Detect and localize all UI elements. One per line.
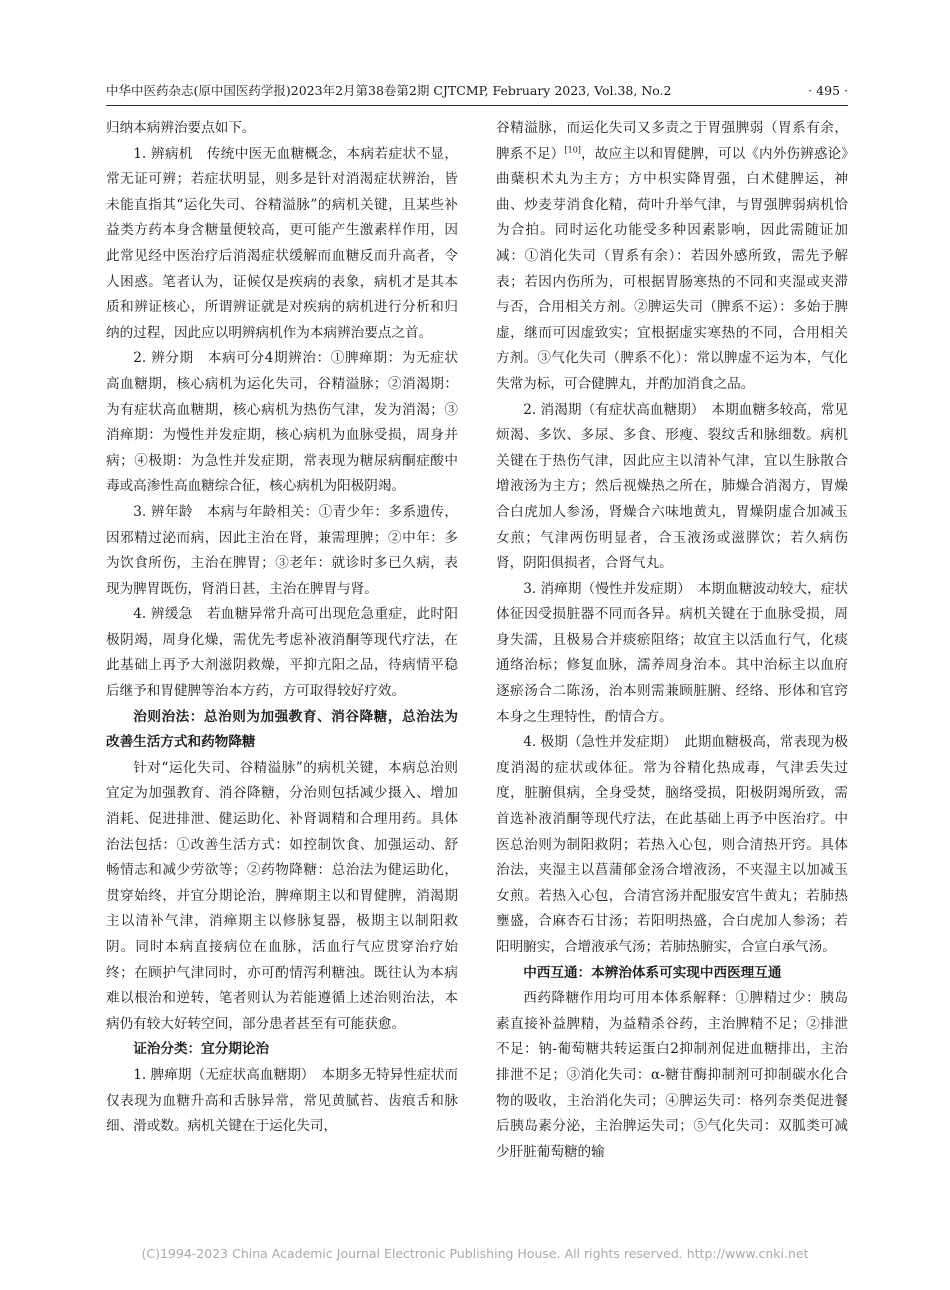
section-heading: 治则治法：总治则为加强教育、消谷降糖，总治法为改善生活方式和药物降糖 [106, 708, 458, 751]
copyright-footer: (C)1994-2023 China Academic Journal Electronic Publishing House. All rights reserved. http://www.cnki.net [141, 1246, 809, 1261]
paragraph: 4. 极期（急性并发症期） 此期血糖极高，常表现为极度消渴的症状或体征。常为谷精化热成毒，气津丢失过度，脏腑俱病，全身受焚，脑络受损，阳极阴竭所致，需首选补液消酮等现代疗法，在此基础上再予中医治疗。中医总治则为制阳救阴；若热入心包，则合清热开窍。具体治法，夹湿主以菖蒲郁金汤合增液汤，不夹湿主以加减玉女煎。若热入心包，合清宫汤并配服安宫牛黄丸；若肺热壅盛，合麻杏石甘汤；若阳明热盛，合白虎加人参汤；若阳明腑实，合增液承气汤；若肺热腑实，合宣白承气汤。 [496, 734, 848, 955]
paragraph-text: ，故应主以和胃健脾，可以《内外伤辨惑论》曲蘖枳术丸为主方；方中枳实降胃强，白术健脾运，神曲、炒麦芽消食化精，荷叶升举气津，与胃强脾弱病机恰为合拍。同时运化功能受多种因素影响，因此需随证加减：①消化失司（胃系有余）：若因外感所致，需先予解表；若因内伤所为，可根据胃肠寒热的不同和夹湿或夹滞与否，合用相关方剂。②脾运失司（脾系不运）：多始于脾虚，继而可因虚致实；宜根据虚实寒热的不同，合用相关方剂。③气化失司（脾系不化）：常以脾虚不运为本，气化失常为标，可合健脾丸，并酌加消食之品。 [496, 145, 849, 392]
paragraph: 归纳本病辨治要点如下。 [106, 120, 256, 136]
paragraph: 1. 辨病机 传统中医无血糖概念，本病若症状不显，常无证可辨；若症状明显，则多是针对消渴症状辨治，皆未能直指其“运化失司、谷精溢脉”的病机关键，且某些补益类方药本身含糖量便较高，更可能产生激素样作用，因此常见经中医治疗后消渴症状缓解而血糖反而升高者，令人困惑。笔者认为，证候仅是疾病的表象，病机才是其本质和辨证核心，所谓辨证就是对疾病的病机进行分析和归纳的过程，因此应以明辨病机作为本病辨治要点之首。 [106, 145, 458, 341]
paragraph [496, 116, 848, 398]
paragraph: 2. 辨分期 本病可分4期辨治：①脾瘅期：为无症状高血糖期，核心病机为运化失司，谷精溢脉；②消渴期：为有症状高血糖期，核心病机为热伤气津，发为消渴；③消瘅期：为慢性并发症期，核心病机为血脉受损，周身并病；④极期：为急性并发症期，常表现为糖尿病酮症酸中毒或高渗性高血糖综合征，核心病机为阳极阴竭。 [106, 350, 458, 495]
running-header [106, 80, 848, 102]
section-heading: 证治分类：宜分期论治 [133, 1041, 270, 1058]
header-rule [106, 105, 848, 106]
paragraph: 针对“运化失司、谷精溢脉”的病机关键，本病总治则宜定为加强教育、消谷降糖，分治则包括减少摄入、增加消耗、促进排泄、健运助化、补肾调精和合理用药。具体治法包括：①改善生活方式：如控制饮食、加强运动、舒畅情志和减少劳欲等；②药物降糖：总治法为健运助化，贯穿始终，并宜分期论治，脾瘅期主以和胃健脾，消渴期主以清补气津，消瘅期主以修脉复器，极期主以制阳救阴。同时本病直接病位在血脉，活血行气应贯穿治疗始终；在顾护气津同时，亦可酌情泻利糖浊。既往认为本病难以根治和逆转，笔者则认为若能遵循上述治则治法，本病仍有较大好转空间，部分患者甚至有可能获愈。 [106, 759, 458, 1032]
right-column [496, 116, 848, 1165]
citation-reference: [10] [564, 145, 581, 155]
paragraph-text: 谷精溢脉，而运化失司又多责之于胃强脾弱（胃系有余，脾系不足） [496, 120, 848, 162]
paragraph: 3. 辨年龄 本病与年龄相关：①青少年：多系遗传，因邪精过泌而病，因此主治在肾，兼需理脾；②中年：多为饮食所伤，主治在脾胃；③老年：就诊时多已久病，表现为脾胃既伤，肾消日甚，主治在脾胃与肾。 [106, 503, 458, 597]
paragraph: 1. 脾瘅期（无症状高血糖期） 本期多无特异性症状而仅表现为血糖升高和舌脉异常，常见黄腻苔、齿痕舌和脉细、滑或数。病机关键在于运化失司， [106, 1066, 458, 1135]
paragraph: 3. 消瘅期（慢性并发症期） 本期血糖波动较大，症状体征因受损脏器不同而各异。病机关键在于血脉受损，周身失濡，且极易合并痰瘀阻络；故宜主以活血行气，化痰通络治标；修复血脉，濡养周身治本。其中治标主以血府逐瘀汤合二陈汤，治本则需兼顾脏腑、经络、形体和官窍本身之生理特性，酌情合方。 [496, 580, 848, 725]
paragraph: 2. 消渴期（有症状高血糖期） 本期血糖多较高，常见烦渴、多饮、多尿、多食、形瘦、裂纹舌和脉细数。病机关键在于热伤气津，因此应主以清补气津，宜以生脉散合增液汤为主方；然后视燥热之所在，肺燥合消渴方，胃燥合白虎加人参汤，肾燥合六味地黄丸，胃燥阴虚合加减玉女煎；气津两伤明显者，合玉液汤或滋膵饮；若久病伤肾，阴阳俱损者，合肾气丸。 [496, 401, 848, 572]
paragraph: 4. 辨缓急 若血糖异常升高可出现危急重症，此时阳极阴竭，周身化燥，需优先考虑补液消酮等现代疗法，在此基础上再予大剂滋阴救燥，平抑亢阳之品，待病情平稳后继予和胃健脾等治本方药，方可取得较好疗效。 [106, 606, 458, 700]
paragraph: 西药降糖作用均可用本体系解释：①脾精过少：胰岛素直接补益脾精，为益精杀谷药，主治脾精不足；②排泄不足：钠-葡萄糖共转运蛋白2抑制剂促进血糖排出，主治排泄不足；③消化失司：α-糖苷酶抑制剂可抑制碳水化合物的吸收，主治消化失司；④脾运失司：格列奈类促进餐后胰岛素分泌，主治脾运失司；⑤气化失司：双胍类可减少肝脏葡萄糖的输 [496, 990, 848, 1160]
page-number: · 495 · [808, 83, 848, 98]
section-heading: 中西互通：本辨治体系可实现中西医理互通 [523, 964, 782, 981]
journal-citation: 中华中医药杂志(原中国医药学报)2023年2月第38卷第2期 CJTCMP, February 2023, Vol.38, No.2 [106, 83, 672, 98]
left-column [106, 116, 458, 1140]
